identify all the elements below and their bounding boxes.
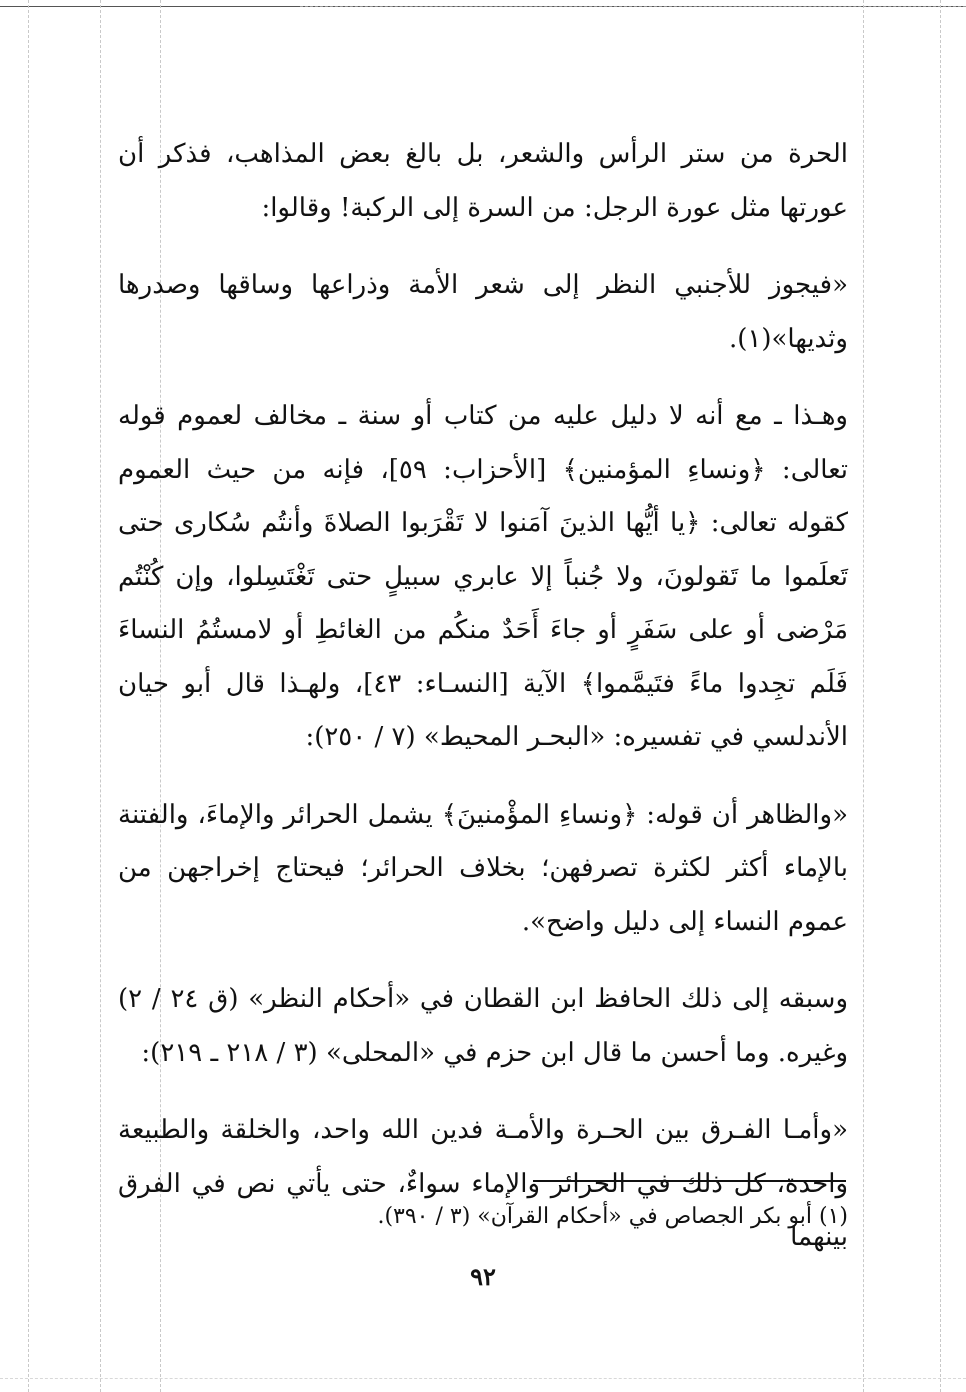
paragraph-2: «فيجوز للأجنبي النظر إلى شعر الأمة وذراعها وساقها وصدرها وثديها»(١). (118, 270, 848, 354)
footnote: (١) أبو بكر الجصاص في «أحكام القرآن» (٣ / ٣٩٠). (377, 1204, 848, 1229)
page-body (118, 128, 848, 1265)
bottom-guide-line (0, 1378, 966, 1379)
paragraph-3: وهـذا ـ مع أنه لا دليل عليه من كتاب أو سنة ـ مخالف لعموم قوله تعالى: ﴿ونساءِ المؤمنين﴾ [الأحزاب: ٥٩]، فإنه من حيث العموم كقوله تعالى: ﴿يا أيُّها الذينَ آمَنوا لا تَقْرَبوا الصلاةَ وأنتُم سُكارى حتى تَعلَموا ما تَقولونَ، ولا جُنباً إلا عابري سبيلٍ حتى تَغْتَسِلوا، وإن كُنْتُم مَرْضى أو على سَفَرٍ أو جاءَ أَحَدٌ منكُم من الغائطِ أو لامستُمُ النساءَ فَلَم تجِدوا ماءً فتَيمَّموا﴾ الآية [النسـاء: ٤٣]، ولهـذا قال أبو حيان الأندلسي في تفسيره: «البحـر المحيط» (٧ / ٢٥٠): (118, 401, 848, 752)
paragraph-6: «وأمـا الفـرق بين الحـرة والأمـة فدين الله واحد، والخلقة والطبيعة واحدة، كل ذلك في الحرائر والإماء سواءٌ، حتى يأتي نص في الفرق بينهما (118, 1115, 848, 1252)
top-dashed-line (300, 6, 966, 7)
margin-guide-outer-right (940, 0, 941, 1392)
margin-guide-right (863, 0, 864, 1392)
margin-guide-inner-left (100, 0, 101, 1392)
page-number: ٩٢ (470, 1262, 496, 1291)
paragraph-1: الحرة من ستر الرأس والشعر، بل بالغ بعض المذاهب، فذكر أن عورتها مثل عورة الرجل: من السرة إلى الركبة! وقالوا: (118, 139, 848, 223)
paragraph-4: «والظاهر أن قوله: ﴿ونساءِ المؤْمنينَ﴾ يشمل الحرائر والإماءَ، والفتنة بالإماء أكثر لكثرة تصرفهن؛ بخلاف الحرائر؛ فيحتاج إخراجهن من عموم النساء إلى دليل واضح». (118, 799, 848, 937)
paragraph-5: وسبقه إلى ذلك الحافظ ابن القطان في «أحكام النظر» (ق ٢٤ / ٢) وغيره. وما أحسن ما قال ابن حزم في «المحلى» (٣ / ٢١٨ ـ ٢١٩): (118, 984, 849, 1068)
margin-guide-left (28, 0, 29, 1392)
footnote-separator (533, 1180, 846, 1182)
